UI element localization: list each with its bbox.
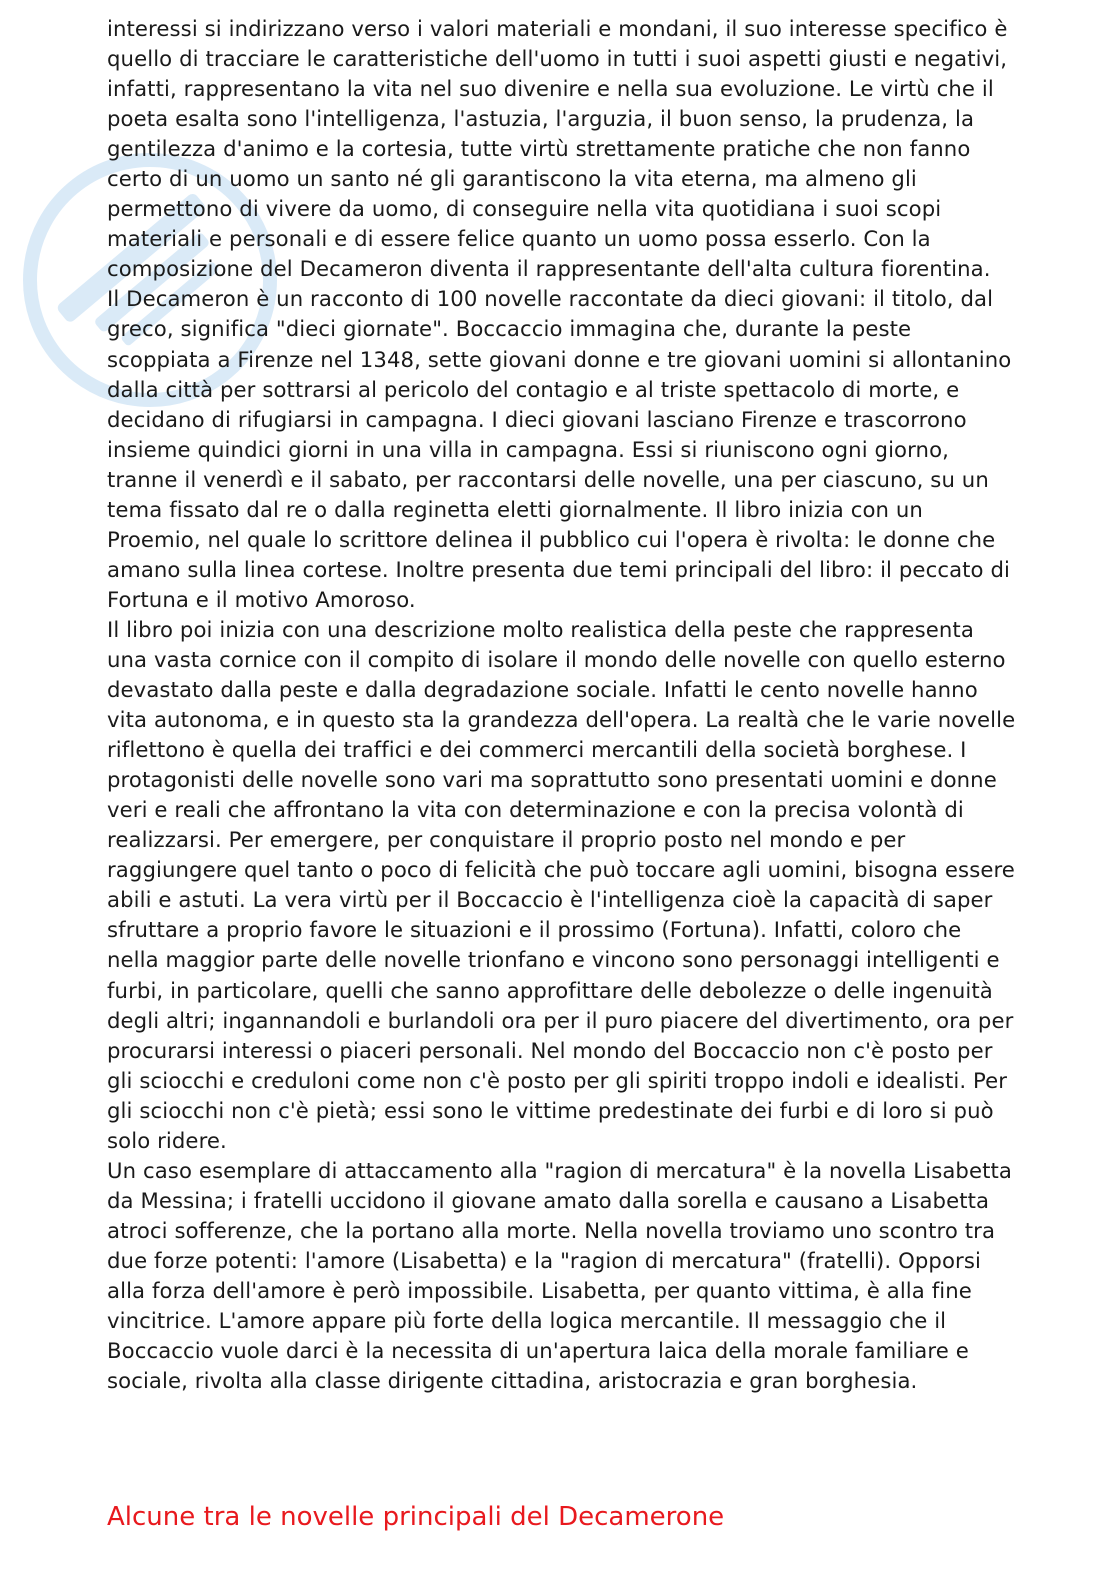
- paragraph: interessi si indirizzano verso i valori materiali e mondani, il suo interesse specifico è quello di tracciare le caratteristiche dell'uomo in tutti i suoi aspetti giusti e negativi, infatti, rappresentano la vita nel suo divenire e nella sua evoluzione. Le virtù che il poeta esalta sono l'intelligenza, l'astuzia, l'arguzia, il buon senso, la prudenza, la gentilezza d'animo e la cortesia, tutte virtù strettamente pratiche che non fanno certo di un uomo un santo né gli garantiscono la vita eterna, ma almeno gli permettono di vivere da uomo, di conseguire nella vita quotidiana i suoi scopi materiali e personali e di essere felice quanto un uomo possa esserlo. Con la composizione del Decameron diventa il rappresentante dell'alta cultura fiorentina.: [107, 16, 1008, 282]
- paragraph: Il libro poi inizia con una descrizione molto realistica della peste che rappresenta una vasta cornice con il compito di isolare il mondo delle novelle con quello esterno devastato dalla peste e dalla degradazione sociale. Infatti le cento novelle hanno vita autonoma, e in questo sta la grandezza dell'opera. La realtà che le varie novelle riflettono è quella dei traffici e dei commerci mercantili della società borghese. I protagonisti delle novelle sono vari ma soprattutto sono presentati uomini e donne veri e reali che affrontano la vita con determinazione e con la precisa volontà di realizzarsi. Per emergere, per conquistare il proprio posto nel mondo e per raggiungere quel tanto o poco di felicità che può toccare agli uomini, bisogna essere abili e astuti. La vera virtù per il Boccaccio è l'intelligenza cioè la capacità di saper sfruttare a proprio favore le situazioni e il prossimo (Fortuna). Infatti, coloro che nella maggior parte delle novelle trionfano e vincono sono personaggi intelligenti e furbi, in particolare, quelli che sanno approfittare delle debolezze o delle ingenuità degli altri; ingannandoli e burlandoli ora per il puro piacere del divertimento, ora per procurarsi interessi o piaceri personali. Nel mondo del Boccaccio non c'è posto per gli sciocchi e creduloni come non c'è posto per gli spiriti troppo indoli e idealisti. Per gli sciocchi non c'è pietà; essi sono le vittime predestinate dei furbi e di loro si può solo ridere.: [107, 616, 1016, 1153]
- section-heading: Alcune tra le novelle principali del Decamerone: [107, 1502, 725, 1532]
- paragraph: Il Decameron è un racconto di 100 novelle raccontate da dieci giovani: il titolo, dal greco, significa "dieci giornate". Boccaccio immagina che, durante la peste scoppiata a Firenze nel 1348, sette giovani donne e tre giovani uomini si allontanino dalla città per sottrarsi al pericolo del contagio e al triste spettacolo di morte, e decidano di rifugiarsi in campagna. I dieci giovani lasciano Firenze e trascorrono insieme quindici giorni in una villa in campagna. Essi si riuniscono ogni giorno, tranne il venerdì e il sabato, per raccontarsi delle novelle, una per ciascuno, su un tema fissato dal re o dalla reginetta eletti giornalmente. Il libro inizia con un Proemio, nel quale lo scrittore delinea il pubblico cui l'opera è rivolta: le donne che amano sulla linea cortese. Inoltre presenta due temi principali del libro: il peccato di Fortuna e il motivo Amoroso.: [107, 286, 1012, 612]
- body-text: [107, 14, 1017, 1396]
- paragraph: Un caso esemplare di attaccamento alla "ragion di mercatura" è la novella Lisabetta da Messina; i fratelli uccidono il giovane amato dalla sorella e causano a Lisabetta atroci sofferenze, che la portano alla morte. Nella novella troviamo uno scontro tra due forze potenti: l'amore (Lisabetta) e la "ragion di mercatura" (fratelli). Opporsi alla forza dell'amore è però impossibile. Lisabetta, per quanto vittima, è alla fine vincitrice. L'amore appare più forte della logica mercantile. Il messaggio che il Boccaccio vuole darci è la necessita di un'apertura laica della morale familiare e sociale, rivolta alla classe dirigente cittadina, aristocrazia e gran borghesia.: [107, 1157, 1013, 1394]
